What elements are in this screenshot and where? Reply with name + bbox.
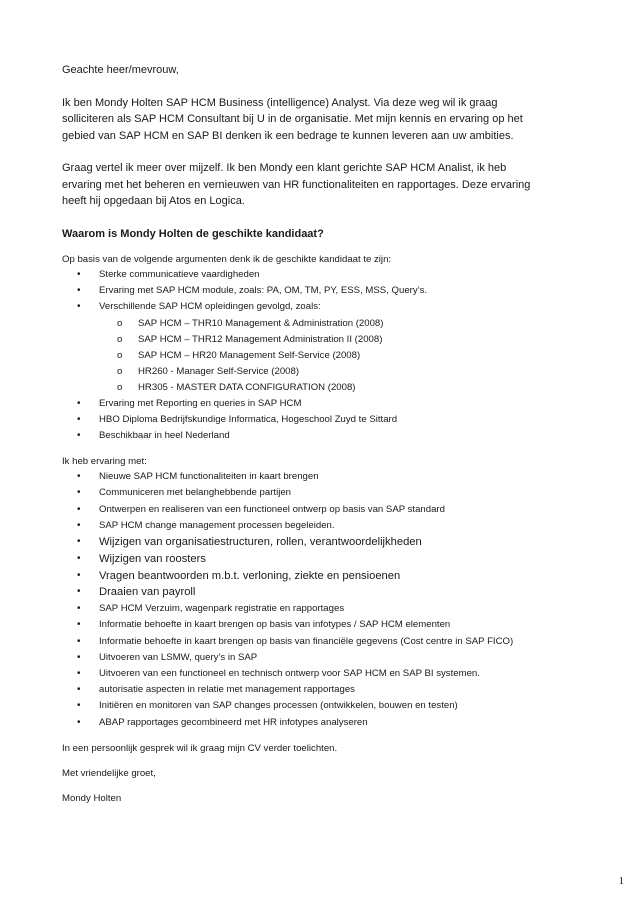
list-item <box>62 682 582 698</box>
list-item <box>62 299 582 315</box>
bullet-icon: • <box>77 684 81 696</box>
greeting: Met vriendelijke groet, <box>62 767 156 779</box>
list-item <box>62 502 582 518</box>
list-item-text: Communiceren met belanghebbende partijen <box>99 487 291 499</box>
salutation: Geachte heer/mevrouw, <box>62 64 179 76</box>
list-item <box>62 650 582 666</box>
list-item-text: HBO Diploma Bedrijfskundige Informatica, Hogeschool Zuyd te Sittard <box>99 413 398 425</box>
experience-intro: Ik heb ervaring met: <box>62 456 147 468</box>
bullet-icon: • <box>77 536 81 548</box>
list-item-text: Ervaring met Reporting en queries in SAP HCM <box>99 397 302 409</box>
list-item-text: ABAP rapportages gecombineerd met HR infotypes analyseren <box>99 716 368 728</box>
list-item-text: Sterke communicatieve vaardigheden <box>99 269 260 280</box>
letter-page <box>62 62 582 806</box>
bullet-icon: • <box>77 603 81 615</box>
list-item <box>62 412 582 428</box>
bullet-icon: • <box>77 503 81 515</box>
bullet-icon: • <box>77 397 81 409</box>
sub-list-item <box>62 348 582 364</box>
closing-line: In een persoonlijk gesprek wil ik graag mijn CV verder toelichten. <box>62 742 338 754</box>
bullet-icon: • <box>77 301 81 313</box>
sub-list-item-text: SAP HCM – THR10 Management & Administration (2008) <box>138 317 384 329</box>
list-item-text: Verschillende SAP HCM opleidingen gevolgd, zoals: <box>99 301 321 313</box>
signature: Mondy Holten <box>62 792 122 804</box>
list-item <box>62 518 582 534</box>
list-item <box>62 534 582 551</box>
arguments-list-continued <box>62 396 582 445</box>
about-line: ervaring met het beheren en vernieuwen van HR functionaliteiten en rapportages. Deze ervaring <box>62 178 531 191</box>
bullet-icon: • <box>77 635 81 647</box>
intro-line: gebied van SAP HCM en SAP BI denken ik een bedrage te kunnen leveren aan uw ambities. <box>62 129 514 142</box>
list-item <box>62 634 582 650</box>
bullet-icon: • <box>77 519 81 531</box>
list-item <box>62 428 582 444</box>
list-item-text: Beschikbaar in heel Nederland <box>99 430 230 442</box>
sub-list-item-text: HR260 - Manager Self-Service (2008) <box>138 365 300 377</box>
list-item-text: SAP HCM change management processen begeleiden. <box>99 519 335 531</box>
list-item <box>62 551 582 568</box>
list-item-text: Wijzigen van organisatiestructuren, rollen, verantwoordelijkheden <box>99 536 422 549</box>
list-item-text: Informatie behoefte in kaart brengen op basis van financiële gegevens (Cost centre in SAP FICO) <box>99 635 514 647</box>
list-item-text: Vragen beantwoorden m.b.t. verloning, ziekte en pensioenen <box>99 569 401 582</box>
sub-list-item-text: HR305 - MASTER DATA CONFIGURATION (2008) <box>138 381 356 393</box>
list-item <box>62 584 582 601</box>
list-item <box>62 267 582 283</box>
list-item <box>62 568 582 585</box>
list-item-text: Draaien van payroll <box>99 586 196 599</box>
list-item-text: Uitvoeren van een functioneel en technisch ontwerp voor SAP HCM en SAP BI systemen. <box>99 668 480 680</box>
circle-bullet-icon: o <box>117 381 123 393</box>
about-paragraph <box>62 160 582 210</box>
list-item <box>62 469 582 485</box>
circle-bullet-icon: o <box>117 317 123 329</box>
list-item-text: Uitvoeren van LSMW, query’s in SAP <box>99 651 258 663</box>
about-line: Graag vertel ik meer over mijzelf. Ik ben Mondy een klant gerichte SAP HCM Analist, ik heb <box>62 162 507 174</box>
bullet-icon: • <box>77 619 81 631</box>
arguments-intro: Op basis van de volgende argumenten denk ik de geschikte kandidaat te zijn: <box>62 254 392 265</box>
list-item-text: autorisatie aspecten in relatie met management rapportages <box>99 684 355 696</box>
list-item-text: Wijzigen van roosters <box>99 552 206 565</box>
list-item <box>62 617 582 633</box>
bullet-icon: • <box>77 285 81 297</box>
sub-list-item-text: SAP HCM – HR20 Management Self-Service (2008) <box>138 349 361 361</box>
list-item-text: Informatie behoefte in kaart brengen op basis van infotypes / SAP HCM elementen <box>99 619 451 631</box>
bullet-icon: • <box>77 651 81 663</box>
bullet-icon: • <box>77 700 81 712</box>
sub-list-item <box>62 332 582 348</box>
bullet-icon: • <box>77 716 81 728</box>
list-item <box>62 715 582 731</box>
list-item <box>62 485 582 501</box>
bullet-icon: • <box>77 668 81 680</box>
list-item <box>62 283 582 299</box>
list-item-text: Ervaring met SAP HCM module, zoals: PA, OM, TM, PY, ESS, MSS, Query’s. <box>99 285 428 297</box>
bullet-icon: • <box>77 586 81 598</box>
circle-bullet-icon: o <box>117 333 123 345</box>
intro-paragraph <box>62 95 582 145</box>
bullet-icon: • <box>77 471 81 483</box>
bullet-icon: • <box>77 430 81 442</box>
list-item-text: Initiëren en monitoren van SAP changes processen (ontwikkelen, bouwen en testen) <box>99 700 458 712</box>
sub-list-item <box>62 380 582 396</box>
list-item <box>62 698 582 714</box>
section-heading: Waarom is Mondy Holten de geschikte kandidaat? <box>62 227 324 240</box>
sub-list-item-text: SAP HCM – THR12 Management Administration II (2008) <box>138 333 383 345</box>
bullet-icon: • <box>77 413 81 425</box>
sub-list-item <box>62 364 582 380</box>
bullet-icon: • <box>77 569 81 581</box>
sub-list-item <box>62 316 582 332</box>
circle-bullet-icon: o <box>117 349 123 361</box>
intro-line: solliciteren als SAP HCM Consultant bij U in de organisatie. Met mijn kennis en ervaring op het <box>62 113 523 125</box>
intro-line: Ik ben Mondy Holten SAP HCM Business (intelligence) Analyst. Via deze weg wil ik graag <box>62 96 498 109</box>
list-item-text: Nieuwe SAP HCM functionaliteiten in kaart brengen <box>99 471 319 483</box>
trainings-list <box>62 316 582 396</box>
arguments-list <box>62 267 582 316</box>
bullet-icon: • <box>77 552 81 564</box>
bullet-icon: • <box>77 269 81 280</box>
list-item <box>62 601 582 617</box>
list-item <box>62 666 582 682</box>
circle-bullet-icon: o <box>117 365 123 377</box>
about-line: heeft hij opgedaan bij Atos en Logica. <box>62 195 245 207</box>
list-item-text: Ontwerpen en realiseren van een functioneel ontwerp op basis van SAP standard <box>99 503 445 515</box>
experience-list <box>62 469 582 731</box>
bullet-icon: • <box>77 487 81 499</box>
page-number: 1 <box>618 875 624 887</box>
list-item-text: SAP HCM Verzuim, wagenpark registratie en rapportages <box>99 603 345 615</box>
list-item <box>62 396 582 412</box>
